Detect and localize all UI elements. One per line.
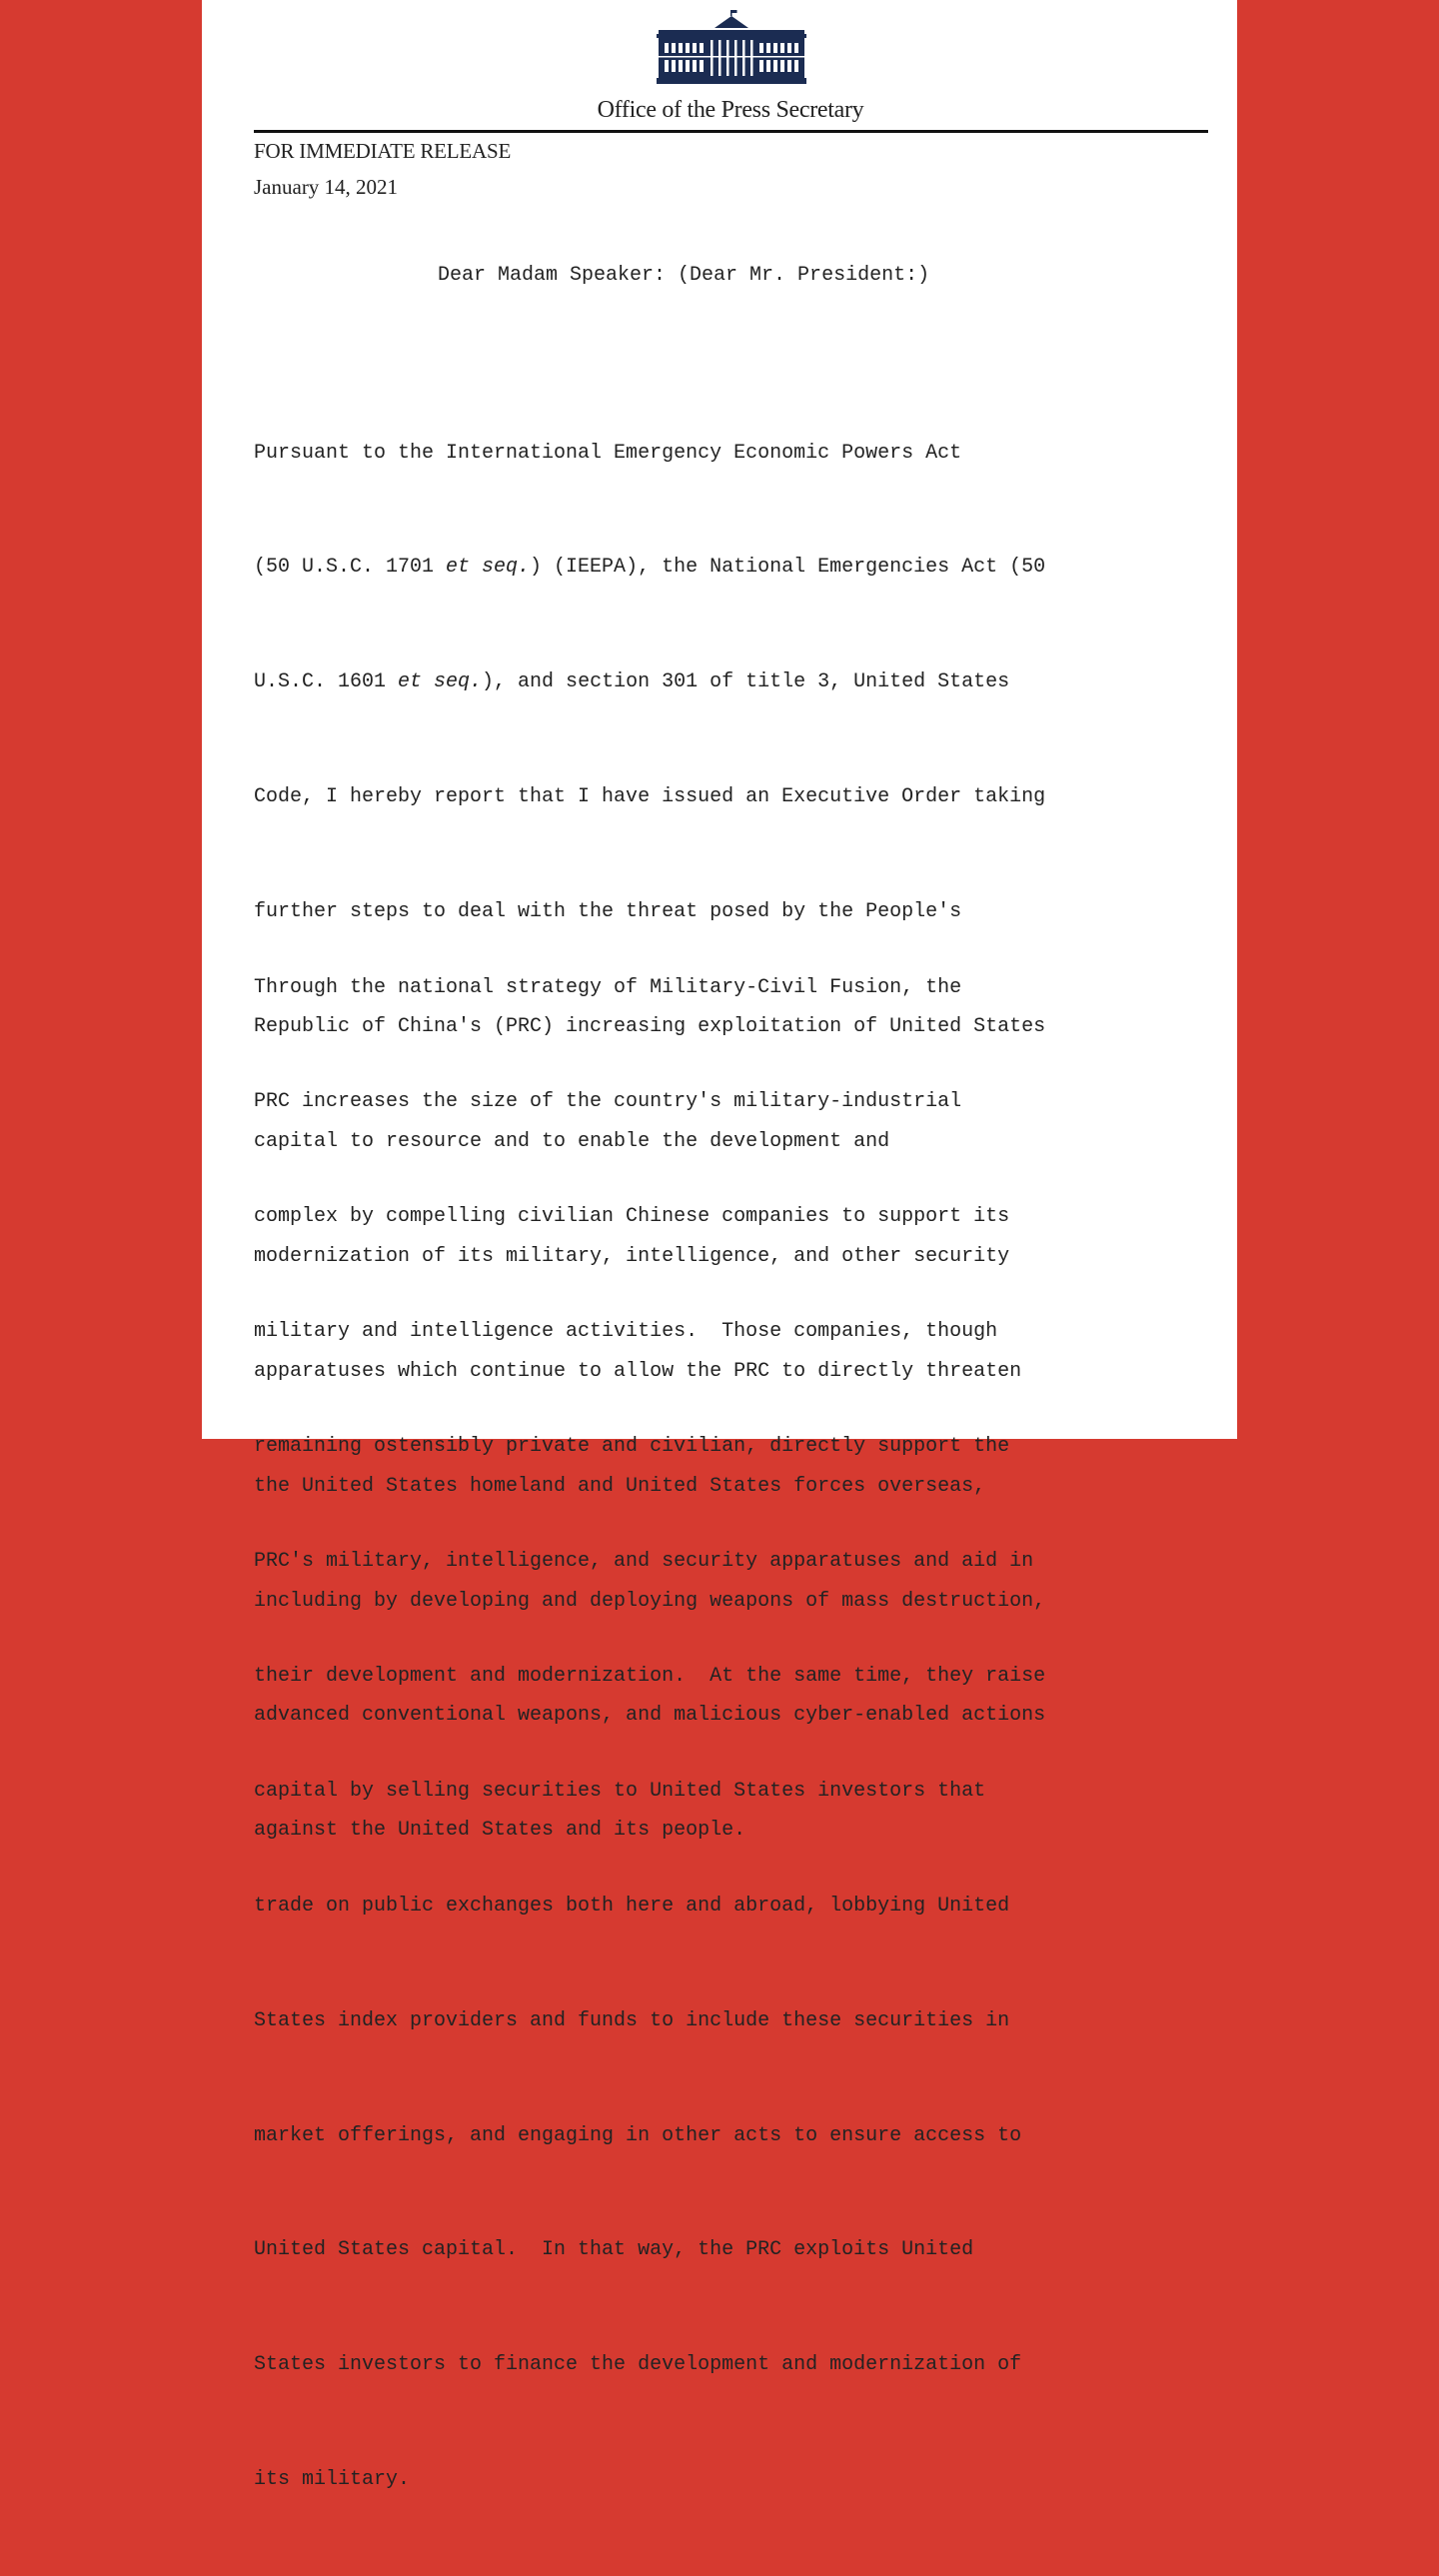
header-divider xyxy=(254,130,1208,133)
paragraph-line: PRC increases the size of the country's military-industrial xyxy=(254,1090,962,1114)
paragraph-line: Through the national strategy of Military-Civil Fusion, the xyxy=(254,975,962,999)
paragraph-line: remaining ostensibly private and civilian, directly support the xyxy=(254,1435,1010,1459)
paragraph-line: its military. xyxy=(254,2468,411,2492)
release-date: January 14, 2021 xyxy=(254,175,399,199)
letter-salutation: Dear Madam Speaker: (Dear Mr. President:) xyxy=(438,264,930,287)
office-title: Office of the Press Secretary xyxy=(597,97,864,123)
paragraph-line: the United States homeland and United States forces overseas, xyxy=(254,1474,986,1498)
paragraph-line: States index providers and funds to include these securities in xyxy=(254,2008,1010,2032)
paragraph-line: PRC's military, intelligence, and security apparatuses and aid in xyxy=(254,1550,1034,1574)
paragraph-line: trade on public exchanges both here and abroad, lobbying United xyxy=(254,1894,1010,1918)
paragraph-line: market offerings, and engaging in other acts to ensure access to xyxy=(254,2123,1022,2147)
paragraph-line: further steps to deal with the threat posed by the People's xyxy=(254,900,962,924)
paragraph-line: States investors to finance the development and modernization of xyxy=(254,2353,1022,2377)
paragraph-line: including by developing and deploying weapons of mass destruction, xyxy=(254,1589,1046,1613)
paragraph-line: Republic of China's (PRC) increasing exploitation of United States xyxy=(254,1015,1046,1039)
paragraph-line: U.S.C. 1601 et seq.), and section 301 of title 3, United States xyxy=(254,670,1010,694)
paragraph-line: apparatuses which continue to allow the PRC to directly threaten xyxy=(254,1359,1022,1383)
paragraph-line: Code, I hereby report that I have issued an Executive Order taking xyxy=(254,785,1046,809)
release-label: FOR IMMEDIATE RELEASE xyxy=(254,139,512,163)
paragraph-line: their development and modernization. At the same time, they raise xyxy=(254,1664,1046,1688)
paragraph-line: (50 U.S.C. 1701 et seq.) (IEEPA), the National Emergencies Act (50 xyxy=(254,556,1046,580)
letter-paragraph-2 xyxy=(254,892,1045,2576)
paragraph-line: advanced conventional weapons, and malicious cyber-enabled actions xyxy=(254,1704,1046,1728)
paragraph-line: modernization of its military, intelligence, and other security xyxy=(254,1244,1010,1268)
paragraph-line: capital to resource and to enable the development and xyxy=(254,1129,890,1153)
paragraph-line: Pursuant to the International Emergency Economic Powers Act xyxy=(254,441,962,465)
paragraph-line: against the United States and its people. xyxy=(254,1819,746,1843)
press-release-page xyxy=(202,0,1237,2492)
white-house-icon xyxy=(657,10,806,84)
paragraph-line: United States capital. In that way, the PRC exploits United xyxy=(254,2238,974,2262)
paragraph-line: complex by compelling civilian Chinese companies to support its xyxy=(254,1205,1010,1229)
paragraph-line: military and intelligence activities. Those companies, though xyxy=(254,1320,998,1344)
paragraph-line: capital by selling securities to United States investors that xyxy=(254,1779,986,1803)
